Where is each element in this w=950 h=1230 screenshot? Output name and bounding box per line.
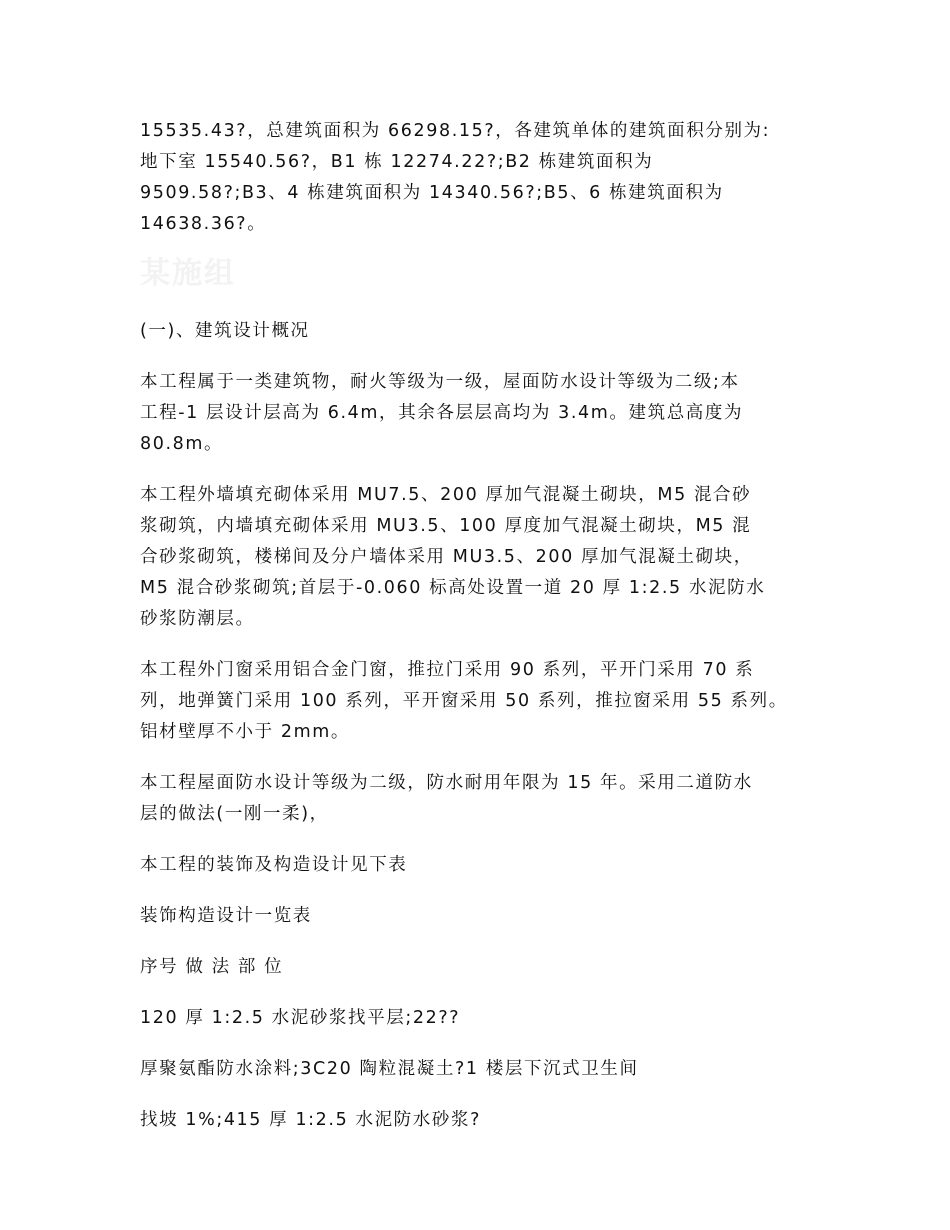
document-body bbox=[140, 116, 820, 1156]
table-intro-paragraph bbox=[140, 850, 820, 881]
text-line: 厚聚氨酯防水涂料;3C20 陶粒混凝土?1 楼层下沉式卫生间 bbox=[140, 1059, 639, 1079]
text-line: 铝材壁厚不小于 2mm。 bbox=[140, 722, 350, 742]
text-line: 地下室 15540.56?，B1 栋 12274.22?;B2 栋建筑面积为 bbox=[140, 152, 654, 172]
watermark-logo: 某施组 bbox=[140, 256, 236, 291]
masonry-paragraph bbox=[140, 480, 820, 635]
windows-paragraph bbox=[140, 655, 820, 748]
text-line: 序号 做 法 部 位 bbox=[140, 957, 284, 977]
text-line: 80.8m。 bbox=[140, 434, 224, 454]
text-line: 15535.43?，总建筑面积为 66298.15?，各建筑单体的建筑面积分别为: bbox=[140, 121, 771, 141]
text-line: 层的做法(一刚一柔)， bbox=[140, 804, 329, 824]
text-line: 本工程的装饰及构造设计见下表 bbox=[140, 855, 408, 875]
section-heading bbox=[140, 316, 820, 347]
text-line: M5 混合砂浆砌筑;首层于-0.060 标高处设置一道 20 厚 1:2.5 水泥防水 bbox=[140, 578, 766, 598]
text-line: 工程-1 层设计层高为 6.4m，其余各层层高均为 3.4m。建筑总高度为 bbox=[140, 403, 744, 423]
roof-paragraph bbox=[140, 768, 820, 830]
text-line: 合砂浆砌筑，楼梯间及分户墙体采用 MU3.5、200 厚加气混凝土砌块， bbox=[140, 547, 753, 567]
table-row bbox=[140, 1105, 820, 1136]
text-line: (一)、建筑设计概况 bbox=[140, 321, 310, 341]
text-line: 本工程属于一类建筑物，耐火等级为一级，屋面防水设计等级为二级;本 bbox=[140, 372, 740, 392]
table-row bbox=[140, 1054, 820, 1085]
text-line: 9509.58?;B3、4 栋建筑面积为 14340.56?;B5、6 栋建筑面积为 bbox=[140, 183, 724, 203]
text-line: 浆砌筑，内墙填充砌体采用 MU3.5、100 厚度加气混凝土砌块，M5 混 bbox=[140, 516, 752, 536]
text-line: 砂浆防潮层。 bbox=[140, 609, 255, 629]
text-line: 找坡 1%;415 厚 1:2.5 水泥防水砂浆? bbox=[140, 1110, 481, 1130]
text-line: 本工程外门窗采用铝合金门窗，推拉门采用 90 系列，平开门采用 70 系 bbox=[140, 660, 755, 680]
text-line: 列，地弹簧门采用 100 系列，平开窗采用 50 系列，推拉窗采用 55 系列。 bbox=[140, 691, 788, 711]
table-title bbox=[140, 901, 820, 932]
table-header bbox=[140, 952, 820, 983]
fire-rating-paragraph bbox=[140, 367, 820, 460]
text-line: 装饰构造设计一览表 bbox=[140, 906, 312, 926]
text-line: 本工程外墙填充砌体采用 MU7.5、200 厚加气混凝土砌块，M5 混合砂 bbox=[140, 485, 752, 505]
text-line: 120 厚 1:2.5 水泥砂浆找平层;22?? bbox=[140, 1008, 461, 1028]
table-row bbox=[140, 1003, 820, 1034]
text-line: 本工程屋面防水设计等级为二级，防水耐用年限为 15 年。采用二道防水 bbox=[140, 773, 753, 793]
intro-paragraph bbox=[140, 116, 820, 240]
text-line: 14638.36?。 bbox=[140, 214, 267, 234]
